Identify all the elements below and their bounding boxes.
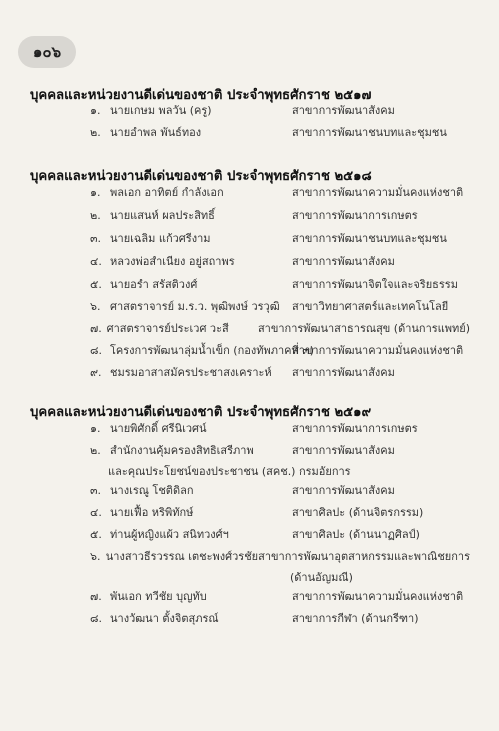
item-name: นางสาวธีรวรรณ เตชะพงศ์วรชัย (105, 550, 259, 563)
section-title-2518: บุคคลและหน่วยงานดีเด่นของชาติ ประจำพุทธศักราช ๒๕๑๘ (30, 169, 372, 184)
item-field: สาขาการพัฒนาจิตใจและจริยธรรม (292, 278, 458, 291)
item-number: ๔. (90, 255, 102, 268)
item-number: ๒. (90, 126, 101, 139)
list-item (90, 612, 470, 626)
item-name-continuation: และคุณประโยชน์ของประชาชน (สคช.) กรมอัยการ (108, 465, 351, 478)
item-number: ๒. (90, 209, 101, 222)
item-name: โครงการพัฒนาลุ่มน้ำเข็ก (กองทัพภาคที่ ๓) (110, 344, 315, 357)
list-item (90, 422, 470, 436)
item-number: ๗. (90, 322, 102, 335)
item-name: สำนักงานคุ้มครองสิทธิเสรีภาพ (110, 444, 254, 457)
item-field: สาขาการพัฒนาความมั่นคงแห่งชาติ (292, 590, 464, 603)
list-item (90, 344, 470, 358)
item-name: นายแสนห์ ผลประสิทธิ์ (110, 209, 215, 222)
list-item (90, 126, 470, 140)
page-number: ๑๐๖ (18, 36, 76, 68)
list-item (90, 209, 470, 223)
item-field: สาขาศิลปะ (ด้านจิตรกรรม) (292, 506, 424, 519)
item-number: ๔. (90, 506, 102, 519)
item-number: ๗. (90, 590, 102, 603)
list-item (90, 506, 470, 520)
list-item (90, 186, 470, 200)
item-number: ๓. (90, 484, 102, 497)
item-number: ๑. (90, 422, 101, 435)
item-number: ๓. (90, 232, 102, 245)
item-name: พลเอก อาทิตย์ กำลังเอก (110, 186, 224, 199)
item-field: สาขาการพัฒนาสังคม (292, 484, 395, 497)
list-item (90, 278, 470, 292)
list-item (90, 528, 470, 542)
item-field: สาขาการพัฒนาชนบทและชุมชน (292, 126, 447, 139)
item-field: สาขาการกีฬา (ด้านกรีฑา) (292, 612, 419, 625)
item-field: สาขาการพัฒนาสังคม (292, 255, 395, 268)
item-number: ๘. (90, 612, 102, 625)
item-field: สาขาการพัฒนาชนบทและชุมชน (292, 232, 447, 245)
item-name: นางเรณู โชติดิลก (110, 484, 194, 497)
item-number: ๘. (90, 344, 102, 357)
item-number: ๖. (90, 550, 101, 563)
item-field: สาขาวิทยาศาสตร์และเทคโนโลยี (292, 300, 449, 313)
item-number: ๒. (90, 444, 101, 457)
item-name: ศาสตราจารย์ประเวศ วะสี (106, 322, 229, 335)
item-name: ศาสตราจารย์ ม.ร.ว. พุฒิพงษ์ วรวุฒิ (110, 300, 280, 313)
list-item (90, 590, 470, 604)
item-field: สาขาการพัฒนาสังคม (292, 104, 395, 117)
item-field: สาขาการพัฒนาสาธารณสุข (ด้านการแพทย์) (257, 322, 470, 335)
list-item (90, 550, 470, 564)
list-item (90, 322, 470, 336)
list-item (90, 104, 470, 118)
item-name: หลวงพ่อสำเนียง อยู่สถาพร (110, 255, 235, 268)
list-item (90, 366, 470, 380)
item-field-continuation: (ด้านอัญมณี) (290, 571, 353, 584)
item-number: ๖. (90, 300, 101, 313)
item-field: สาขาการพัฒนาความมั่นคงแห่งชาติ (292, 186, 464, 199)
list-item (90, 255, 470, 269)
list-item (90, 232, 470, 246)
item-number: ๕. (90, 278, 102, 291)
item-field: สาขาการพัฒนาการเกษตร (292, 422, 418, 435)
item-name: นายเฟื้อ หริพิทักษ์ (110, 506, 194, 519)
section-title-2517: บุคคลและหน่วยงานดีเด่นของชาติ ประจำพุทธศักราช ๒๕๑๗ (30, 88, 372, 103)
item-field: สาขาการพัฒนาสังคม (292, 444, 395, 457)
item-name: ท่านผู้หญิงแผ้ว สนิทวงศ์ฯ (110, 528, 229, 541)
list-item (90, 444, 470, 458)
list-item (90, 484, 470, 498)
item-number: ๑. (90, 186, 101, 199)
item-field: สาขาการพัฒนาสังคม (292, 366, 395, 379)
list-item (90, 300, 470, 314)
item-number: ๑. (90, 104, 101, 117)
item-name: นายพิศักดิ์ ศรีนิเวศน์ (110, 422, 207, 435)
item-field: สาขาศิลปะ (ด้านนาฏศิลป์) (292, 528, 420, 541)
section-title-2519: บุคคลและหน่วยงานดีเด่นของชาติ ประจำพุทธศักราช ๒๕๑๙ (30, 405, 372, 420)
item-name: นายเกษม พลวัน (ครู) (110, 104, 212, 117)
item-name: ชมรมอาสาสมัครประชาสงเคราะห์ (110, 366, 272, 379)
item-name: นายเฉลิม แก้วศรีงาม (110, 232, 211, 245)
item-name: นางวัฒนา ตั้งจิตสุภรณ์ (110, 612, 219, 625)
item-name: นายอรำ สรัสติวงศ์ (110, 278, 198, 291)
item-name: พันเอก ทวีชัย บุญทับ (110, 590, 207, 603)
item-name: นายอำพล พันธ์ทอง (110, 126, 202, 139)
item-number: ๙. (90, 366, 102, 379)
item-field: สาขาการพัฒนาอุตสาหกรรมและพาณิชยการ (258, 550, 470, 563)
item-field: สาขาการพัฒนาการเกษตร (292, 209, 418, 222)
item-field: สาขาการพัฒนาความมั่นคงแห่งชาติ (292, 344, 464, 357)
item-number: ๕. (90, 528, 102, 541)
